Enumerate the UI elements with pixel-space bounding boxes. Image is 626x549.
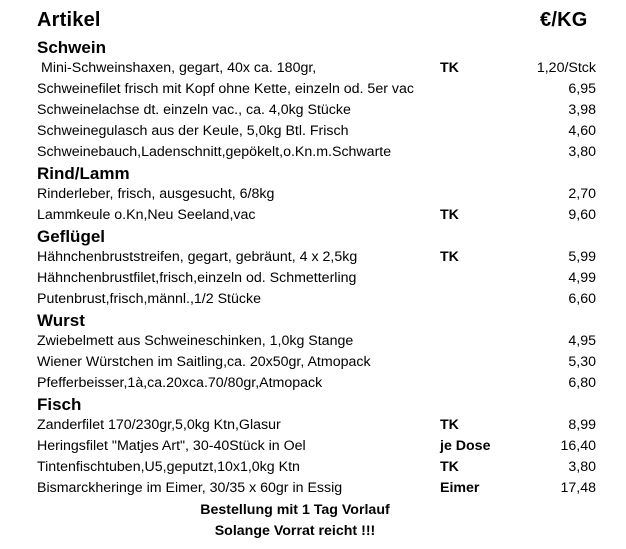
product-row <box>0 121 626 142</box>
price-list <box>0 37 626 499</box>
product-name: Schweinefilet frisch mit Kopf ohne Kette, einzeln od. 5er vac <box>37 81 414 97</box>
category-heading: Rind/Lamm <box>37 164 130 183</box>
product-row <box>0 331 626 352</box>
product-name: Tintenfischtuben,U5,geputzt,10x1,0kg Ktn <box>37 459 300 475</box>
product-price: 3,80 <box>568 459 596 475</box>
product-name: Lammkeule o.Kn,Neu Seeland,vac <box>37 207 256 223</box>
product-row <box>0 142 626 163</box>
product-row <box>0 352 626 373</box>
product-name: Schweinelachse dt. einzeln vac., ca. 4,0kg Stücke <box>37 102 351 118</box>
product-row <box>0 289 626 310</box>
product-price: 5,99 <box>568 249 596 265</box>
product-name: Hähnchenbruststreifen, gegart, gebräunt, 4 x 2,5kg <box>37 249 358 265</box>
product-name: Putenbrust,frisch,männl.,1/2 Stücke <box>37 291 261 307</box>
product-name: Rinderleber, frisch, ausgesucht, 6/8kg <box>37 186 275 202</box>
footer-order-note: Bestellung mit 1 Tag Vorlauf <box>200 502 390 518</box>
product-row <box>0 79 626 100</box>
product-row <box>0 478 626 499</box>
product-name: Zwiebelmett aus Schweineschinken, 1,0kg Stange <box>37 333 354 349</box>
product-name: Schweinebauch,Ladenschnitt,gepökelt,o.Kn.m.Schwarte <box>37 144 392 160</box>
product-row <box>0 436 626 457</box>
product-price: 4,95 <box>568 333 596 349</box>
product-name: Wiener Würstchen im Saitling,ca. 20x50gr, Atmopack <box>37 354 371 370</box>
product-name: Zanderfilet 170/230gr,5,0kg Ktn,Glasur <box>37 417 281 433</box>
product-tag: TK <box>440 207 459 223</box>
product-row <box>0 247 626 268</box>
column-header-price-unit: €/KG <box>540 9 588 31</box>
product-price: 6,95 <box>568 81 596 97</box>
column-header-article: Artikel <box>37 9 101 31</box>
product-row <box>0 205 626 226</box>
product-row <box>0 373 626 394</box>
category-heading: Wurst <box>37 311 85 330</box>
product-row <box>0 100 626 121</box>
product-name: Bismarckheringe im Eimer, 30/35 x 60gr in Essig <box>37 480 343 496</box>
product-price: 6,80 <box>568 375 596 391</box>
product-price: 6,60 <box>568 291 596 307</box>
product-row <box>0 457 626 478</box>
product-row <box>0 58 626 79</box>
product-tag: TK <box>440 459 459 475</box>
product-price: 4,60 <box>568 123 596 139</box>
product-price: 17,48 <box>560 480 596 496</box>
category-heading: Fisch <box>37 395 82 414</box>
category-heading: Geflügel <box>37 227 106 246</box>
product-price: 3,80 <box>568 144 596 160</box>
product-row <box>0 268 626 289</box>
category-heading: Schwein <box>37 38 106 57</box>
product-name: Mini-Schweinshaxen, gegart, 40x ca. 180gr, <box>41 60 317 76</box>
product-tag: je Dose <box>440 438 491 454</box>
product-price: 8,99 <box>568 417 596 433</box>
product-price: 4,99 <box>568 270 596 286</box>
product-name: Pfefferbeisser,1à,ca.20xca.70/80gr,Atmopack <box>37 375 323 391</box>
product-tag: Eimer <box>440 480 480 496</box>
product-price: 9,60 <box>568 207 596 223</box>
product-name: Heringsfilet "Matjes Art", 30-40Stück in Oel <box>37 438 306 454</box>
product-tag: TK <box>440 249 459 265</box>
product-price: 2,70 <box>568 186 596 202</box>
footer-stock-note: Solange Vorrat reicht !!! <box>214 523 376 539</box>
product-price: 16,40 <box>560 438 596 454</box>
product-row <box>0 415 626 436</box>
product-name: Hähnchenbrustfilet,frisch,einzeln od. Schmetterling <box>37 270 357 286</box>
product-price: 3,98 <box>568 102 596 118</box>
product-price: 1,20/Stck <box>536 60 596 76</box>
product-name: Schweinegulasch aus der Keule, 5,0kg Btl. Frisch <box>37 123 349 139</box>
product-tag: TK <box>440 60 459 76</box>
product-row <box>0 184 626 205</box>
product-tag: TK <box>440 417 459 433</box>
product-price: 5,30 <box>568 354 596 370</box>
